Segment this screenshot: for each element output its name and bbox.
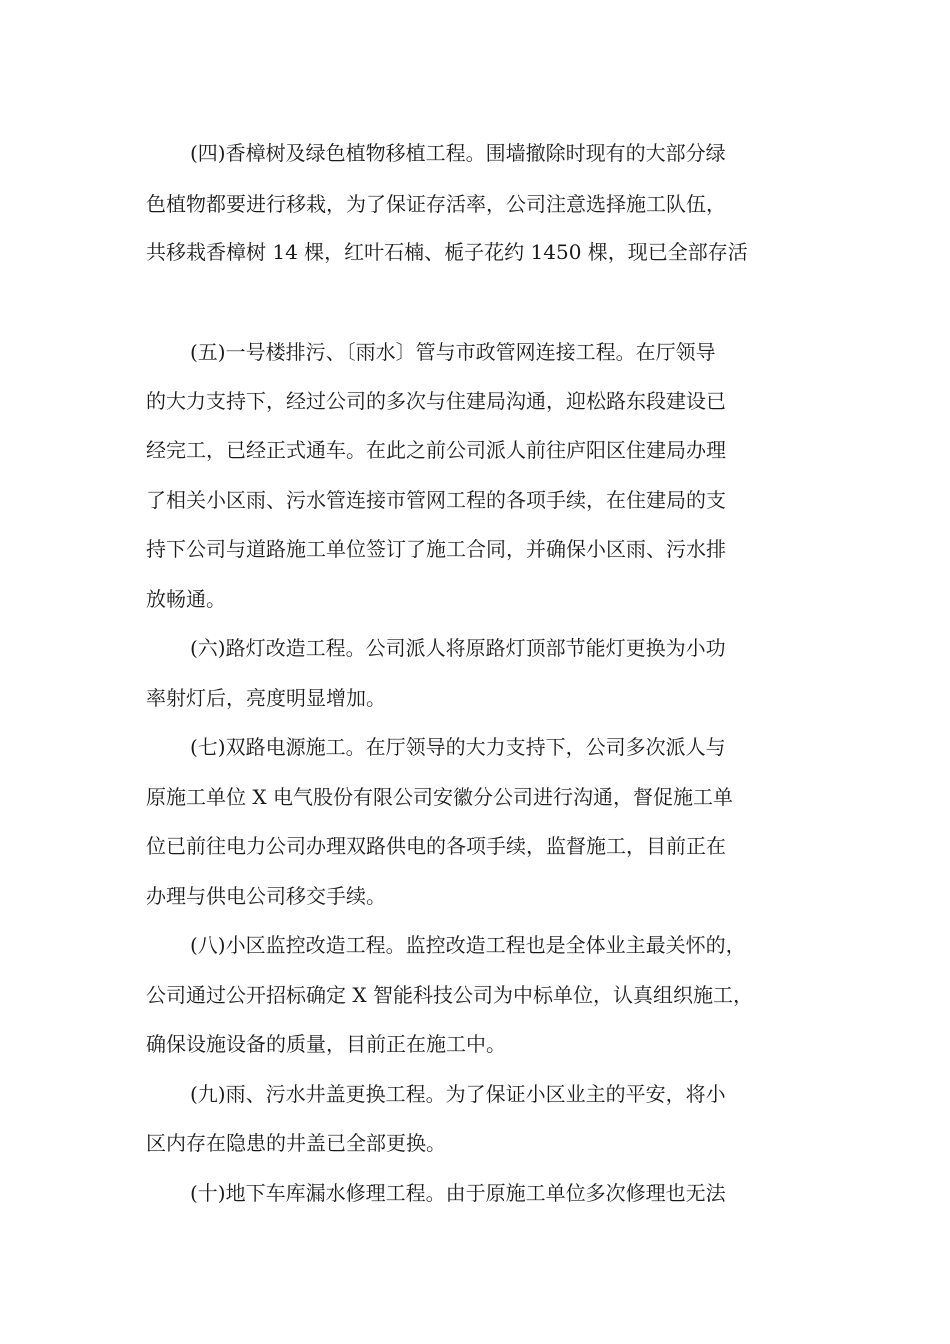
paragraph-8-line-1: (八)小区监控改造工程。监控改造工程也是全体业主最关怀的， [190,933,746,957]
paragraph-4-line-2: 色植物都要进行移栽，为了保证存活率，公司注意选择施工队伍， [146,192,726,216]
paragraph-6-line-2: 率射灯后，亮度明显增加。 [146,686,386,710]
paragraph-7-line-3: 位已前往电力公司办理双路供电的各项手续，监督施工，目前正在 [146,834,726,858]
paragraph-5-line-5: 持下公司与道路施工单位签订了施工合同，并确保小区雨、污水排 [146,537,726,561]
paragraph-10-line-1: (十)地下车库漏水修理工程。由于原施工单位多次修理也无法 [190,1181,726,1205]
paragraph-5-line-2: 的大力支持下，经过公司的多次与住建局沟通，迎松路东段建设已 [146,389,726,413]
paragraph-8-line-2: 公司通过公开招标确定 X 智能科技公司为中标单位，认真组织施工， [146,983,753,1007]
paragraph-5-line-6: 放畅通。 [146,587,226,611]
paragraph-6-line-1: (六)路灯改造工程。公司派人将原路灯顶部节能灯更换为小功 [190,636,726,660]
paragraph-5-line-4: 了相关小区雨、污水管连接市管网工程的各项手续，在住建局的支 [146,488,726,512]
paragraph-9-line-1: (九)雨、污水井盖更换工程。为了保证小区业主的平安，将小 [190,1082,726,1106]
paragraph-9-line-2: 区内存在隐患的井盖已全部更换。 [146,1131,446,1155]
paragraph-7-line-1: (七)双路电源施工。在厅领导的大力支持下，公司多次派人与 [190,735,726,759]
paragraph-5-line-1: (五)一号楼排污、〔雨水〕管与市政管网连接工程。在厅领导 [190,340,716,364]
paragraph-7-line-4: 办理与供电公司移交手续。 [146,884,386,908]
paragraph-8-line-3: 确保设施设备的质量，目前正在施工中。 [146,1032,506,1056]
paragraph-4-line-3: 共移栽香樟树 14 棵，红叶石楠、栀子花约 1450 棵，现已全部存活 [146,240,748,264]
paragraph-5-line-3: 经完工，已经正式通车。在此之前公司派人前往庐阳区住建局办理 [146,438,726,462]
paragraph-4-line-1: (四)香樟树及绿色植物移植工程。围墙撤除时现有的大部分绿 [190,141,726,165]
paragraph-7-line-2: 原施工单位 X 电气股份有限公司安徽分公司进行沟通，督促施工单 [146,785,733,809]
